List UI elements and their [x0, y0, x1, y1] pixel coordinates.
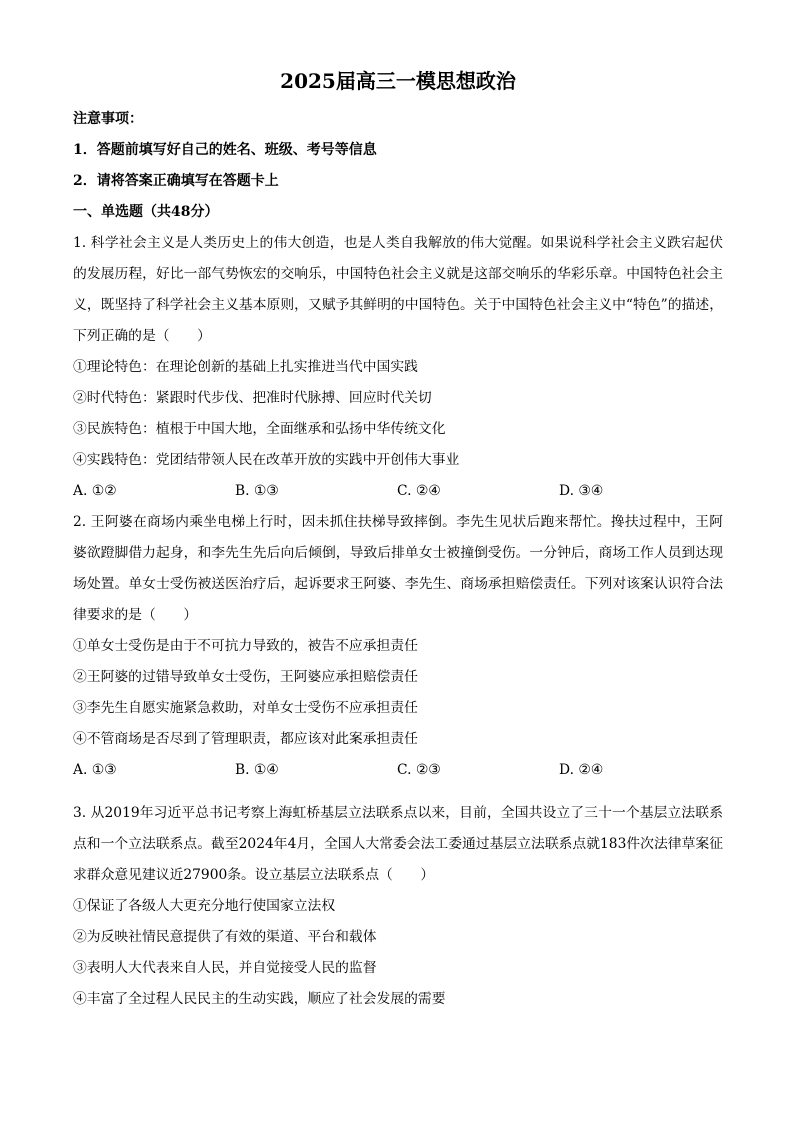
statement-option: ④实践特色：党团结带领人民在改革开放的实践中开创伟大事业: [73, 452, 460, 468]
spacer: [73, 786, 723, 798]
statement-option: ③李先生自愿实施紧急救助，对单女士受伤不应承担责任: [73, 700, 418, 716]
choice-a: A. ①③: [73, 762, 117, 778]
statement-option: ③表明人大代表来自人民，并自觉接受人民的监督: [73, 960, 377, 976]
choice-b: B. ①③: [235, 483, 279, 499]
statement-option: ④不管商场是否尽到了管理职责，都应该对此案承担责任: [73, 731, 418, 747]
choice-d: D. ②④: [559, 762, 604, 778]
answer-choices: [73, 476, 723, 507]
statement-option: ①理论特色：在理论创新的基础上扎实推进当代中国实践: [73, 359, 418, 375]
question-1: [73, 228, 723, 507]
choice-c: C. ②④: [397, 483, 441, 499]
question-stem: 3. 从2019年习近平总书记考察上海虹桥基层立法联系点以来，目前，全国共设立了三十一个基层立法联系点和一个立法联系点。截至2024年4月，全国人大常委会法工委通过基层立法联系点就183件次法律草案征求群众意见建议近27900条。设立基层立法联系点（ ）: [73, 805, 723, 883]
statement-option: ①单女士受伤是由于不可抗力导致的，被告不应承担责任: [73, 638, 418, 654]
question-2: [73, 507, 723, 786]
notice-item: 1．答题前填写好自己的姓名、班级、考号等信息: [73, 142, 377, 158]
exam-title: 2025届高三一模思想政治: [280, 69, 516, 93]
statement-option: ②王阿婆的过错导致单女士受伤，王阿婆应承担赔偿责任: [73, 669, 418, 685]
statement-option: ③民族特色：植根于中国大地，全面继承和弘扬中华传统文化: [73, 421, 446, 437]
notice-item: 2．请将答案正确填写在答题卡上: [73, 173, 279, 189]
statement-option: ①保证了各级人大更充分地行使国家立法权: [73, 898, 336, 914]
statement-option: ④丰富了全过程人民民主的生动实践，顺应了社会发展的需要: [73, 991, 446, 1007]
question-3: [73, 798, 723, 1015]
section-heading: 一、单选题（共48分）: [73, 204, 219, 220]
choice-a: A. ①②: [73, 483, 117, 499]
choice-b: B. ①④: [235, 762, 279, 778]
statement-option: ②为反映社情民意提供了有效的渠道、平台和载体: [73, 929, 377, 945]
page-content: [73, 66, 723, 1015]
statement-option: ②时代特色：紧跟时代步伐、把准时代脉搏、回应时代关切: [73, 390, 432, 406]
choice-c: C. ②③: [397, 762, 441, 778]
question-stem: 2. 王阿婆在商场内乘坐电梯上行时，因未抓住扶梯导致摔倒。李先生见状后跑来帮忙。搀扶过程中，王阿婆欲蹬脚借力起身，和李先生先后向后倾倒，导致后排单女士被撞倒受伤。一分钟后，商场工作人员到达现场处置。单女士受伤被送医治疗后，起诉要求王阿婆、李先生、商场承担赔偿责任。下列对该案认识符合法律要求的是（ ）: [73, 514, 723, 623]
notice-heading: 注意事项：: [73, 111, 143, 127]
question-stem: 1. 科学社会主义是人类历史上的伟大创造，也是人类自我解放的伟大觉醒。如果说科学社会主义跌宕起伏的发展历程，好比一部气势恢宏的交响乐，中国特色社会主义就是这部交响乐的华彩乐章。中国特色社会主义，既坚持了科学社会主义基本原则，又赋予其鲜明的中国特色。关于中国特色社会主义中“特色”的描述，下列正确的是（ ）: [73, 235, 723, 344]
choice-d: D. ③④: [559, 483, 604, 499]
answer-choices: [73, 755, 723, 786]
